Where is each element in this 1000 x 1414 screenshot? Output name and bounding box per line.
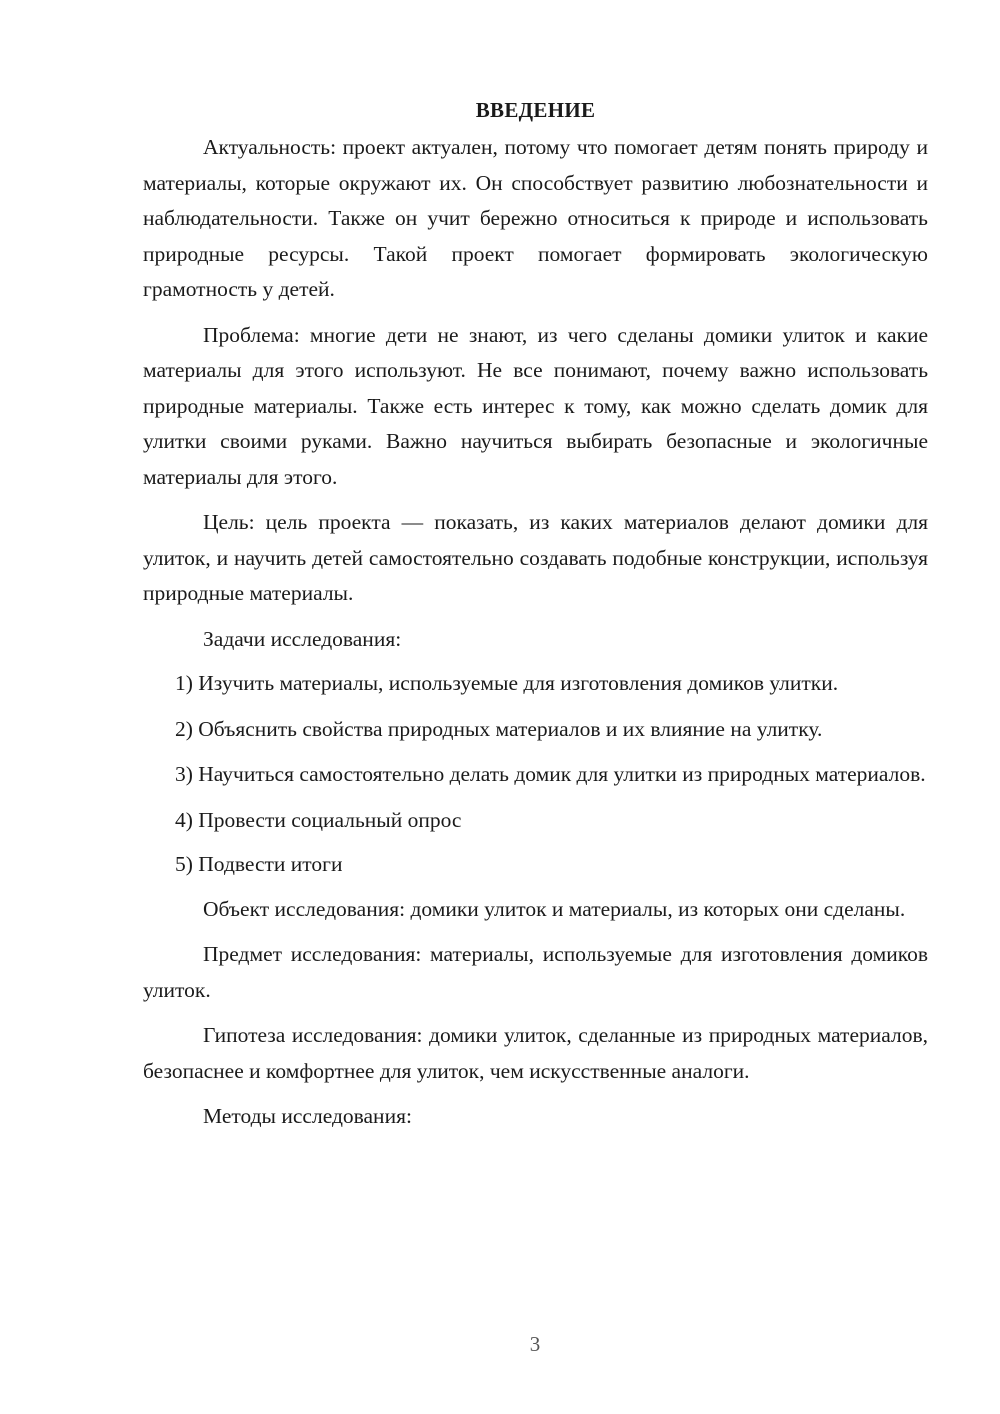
paragraph-tasks-heading: Задачи исследования:: [203, 626, 402, 651]
page-number: 3: [529, 1332, 541, 1356]
page-title: ВВЕДЕНИЕ: [475, 98, 596, 122]
paragraph-relevance: Актуальность: проект актуален, потому что помогает детям понять природу и материалы, которые окружают их. Он способствует развитию любознательности и наблюдательности. Также он учит бережно относиться к природе и использовать природные ресурсы. Такой проект помогает формировать экологическую грамотность у детей.: [143, 135, 928, 301]
paragraph-subject: Предмет исследования: материалы, используемые для изготовления домиков улиток.: [143, 942, 928, 1002]
task-item-4: 4) Провести социальный опрос: [175, 807, 462, 832]
paragraph-problem: Проблема: многие дети не знают, из чего сделаны домики улиток и какие материалы для этого используют. Не все понимают, почему важно использовать природные материалы. Также есть интерес к тому, как можно сделать домик для улитки своими руками. Важно научиться выбирать безопасные и экологичные материалы для этого.: [143, 322, 928, 489]
paragraph-goal: Цель: цель проекта — показать, из каких материалов делают домики для улиток, и научить детей самостоятельно создавать подобные конструкции, используя природные материалы.: [143, 510, 928, 605]
paragraph-object: Объект исследования: домики улиток и материалы, из которых они сделаны.: [203, 896, 906, 921]
task-item-5: 5) Подвести итоги: [175, 852, 343, 876]
document-page: [143, 92, 928, 1145]
task-item-1: 1) Изучить материалы, используемые для изготовления домиков улитки.: [175, 671, 839, 695]
paragraph-hypothesis: Гипотеза исследования: домики улиток, сделанные из природных материалов, безопаснее и комфортнее для улиток, чем искусственные аналоги.: [143, 1023, 928, 1083]
paragraph-methods-heading: Методы исследования:: [203, 1104, 412, 1128]
task-item-3: 3) Научиться самостоятельно делать домик для улитки из природных материалов.: [175, 762, 926, 786]
task-item-2: 2) Объяснить свойства природных материалов и их влияние на улитку.: [175, 716, 823, 741]
